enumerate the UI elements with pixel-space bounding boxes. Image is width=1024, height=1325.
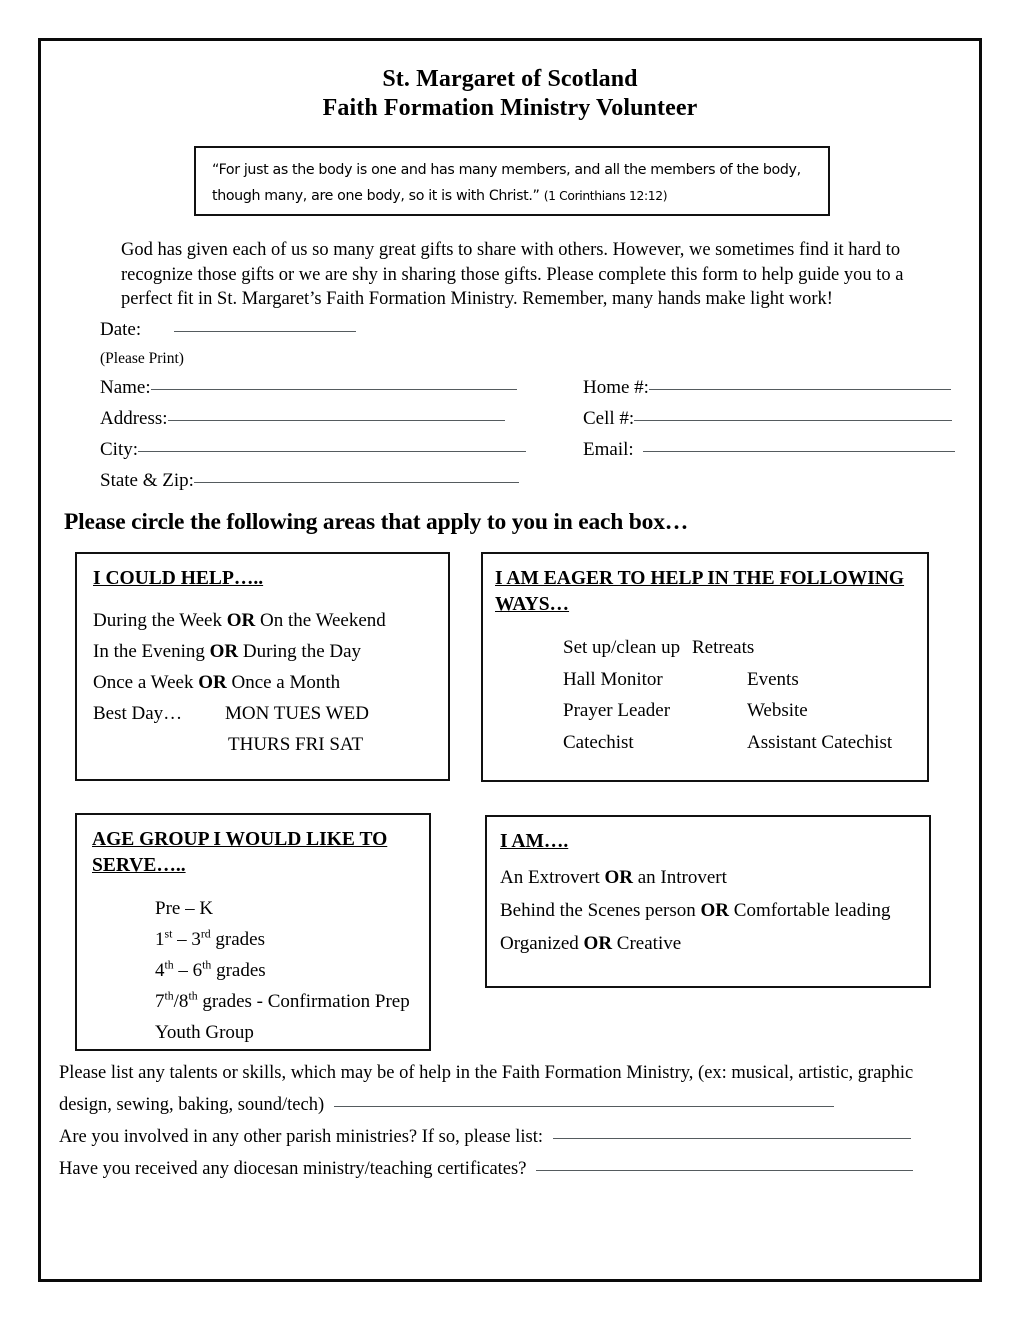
help-way-option[interactable]: Retreats [692,637,755,658]
option-right[interactable]: During the Day [238,641,362,662]
age-group-option[interactable] [155,924,429,955]
box-eager-to-help-body [563,632,927,758]
cell-phone-label: Cell #: [583,408,635,429]
city-field[interactable] [100,439,526,461]
help-way-option[interactable]: Prayer Leader [563,700,671,721]
grade-post: grades - Confirmation Prep [197,991,410,1012]
other-ministries-question [59,1121,959,1153]
option-row[interactable] [93,667,448,698]
city-input-line[interactable] [138,451,526,452]
state-zip-row [59,470,969,501]
name-field[interactable] [100,377,517,399]
bottom-questions-block [59,1057,959,1185]
help-way-option[interactable]: Assistant Catechist [747,731,893,753]
home-phone-label: Home #: [583,377,649,398]
grade-suffix: th [164,958,174,972]
name-label: Name: [100,377,151,398]
grade-start: 7 [155,991,165,1012]
email-label: Email: [583,439,634,460]
email-field[interactable] [583,439,955,461]
best-day-options-row-1[interactable]: MON TUES WED [225,703,369,724]
city-label: City: [100,439,139,460]
help-way-option[interactable]: Set up/clean up [563,637,681,658]
option-or: OR [604,867,633,888]
grade-mid: – 6 [173,960,203,981]
best-day-row-2 [93,729,448,760]
box-age-group-title: AGE GROUP I WOULD LIKE TO SERVE….. [92,829,388,876]
page-title [41,65,979,123]
best-day-row [93,698,448,729]
grade-start: 4 [155,960,165,981]
option-right[interactable]: Creative [612,933,682,954]
help-way-row [563,727,927,759]
option-or: OR [209,641,239,662]
option-left[interactable]: An Extrovert [500,867,605,888]
scripture-quote-box [194,146,830,216]
grade-start: 1 [155,929,165,950]
address-field[interactable] [100,408,505,430]
box-i-could-help-body [93,605,448,760]
scripture-citation: (1 Corinthians 12:12) [543,189,668,203]
home-phone-input-line[interactable] [649,389,951,390]
box-eager-to-help [481,552,929,782]
help-way-row [563,664,927,696]
email-input-line[interactable] [643,451,955,452]
box-i-am-title: I AM…. [500,831,569,852]
option-or: OR [226,610,256,631]
scripture-quote-text: “For just as the body is one and has many members, and all the members of the body, though many, are one body, so it is with Christ.” [212,162,801,204]
address-input-line[interactable] [168,420,505,421]
talents-question-line-2 [59,1089,959,1121]
box-age-group-body [155,893,429,1048]
grade-suffix: th [188,989,198,1003]
age-group-label: Pre – K [155,898,214,919]
age-group-option[interactable] [155,955,429,986]
option-left[interactable]: During the Week [93,610,227,631]
home-phone-field[interactable] [583,377,951,399]
intro-paragraph: God has given each of us so many great gifts to share with others. However, we sometimes find it hard to recognize those gifts or we are shy in sharing those gifts. Please complete this form to help guide you to a perfect fit in St. Margaret’s Faith Formation Ministry. Remember, many hands make light work! [121,240,904,309]
address-cell-row [59,408,969,439]
contact-information-block [59,319,969,501]
personality-option-row[interactable] [500,861,929,894]
age-group-option[interactable] [155,986,429,1017]
cell-phone-field[interactable] [583,408,952,430]
title-line-2: Faith Formation Ministry Volunteer [322,95,698,121]
help-way-option[interactable]: Catechist [563,731,634,753]
age-group-option[interactable] [155,1017,429,1048]
title-line-1: St. Margaret of Scotland [382,66,638,92]
option-right[interactable]: On the Weekend [255,610,386,631]
city-email-row [59,439,969,470]
help-way-option[interactable]: Hall Monitor [563,668,663,690]
grade-suffix: rd [200,927,211,941]
page-border-frame [38,38,982,1282]
address-label: Address: [100,408,168,429]
please-print-note: (Please Print) [100,350,184,367]
box-i-am-body [500,861,929,960]
date-row [59,319,969,350]
box-eager-to-help-title: I AM EAGER TO HELP IN THE FOLLOWING WAYS… [495,568,905,615]
personality-option-row[interactable] [500,894,929,927]
please-print-row [59,350,969,377]
option-right[interactable]: Once a Month [226,672,341,693]
grade-post: grades [210,929,266,950]
age-group-label: Youth Group [155,1022,254,1043]
best-day-options-row-2[interactable]: THURS FRI SAT [228,734,364,755]
certificates-text: Have you received any diocesan ministry/teaching certificates? [59,1159,527,1179]
option-left[interactable]: Once a Week [93,672,199,693]
talents-question-line-1: Please list any talents or skills, which may be of help in the Faith Formation Ministry, (ex: musical, artistic, graphic [59,1063,914,1083]
other-ministries-input-line[interactable] [553,1138,911,1139]
age-group-option[interactable] [155,893,429,924]
option-left[interactable]: In the Evening [93,641,210,662]
name-input-line[interactable] [151,389,517,390]
option-left[interactable]: Behind the Scenes person [500,900,701,921]
date-field[interactable] [100,319,356,341]
date-label: Date: [100,319,142,340]
state-zip-field[interactable] [100,470,519,492]
box-i-could-help [75,552,450,781]
option-or: OR [583,933,613,954]
grade-mid: – 3 [172,929,201,950]
certificates-input-line[interactable] [536,1170,913,1171]
cell-phone-input-line[interactable] [634,420,952,421]
option-right[interactable]: Comfortable leading [729,900,891,921]
circle-instruction-heading: Please circle the following areas that apply to you in each box… [64,509,689,535]
option-row[interactable] [93,605,448,636]
best-day-label: Best Day… [93,703,183,724]
other-ministries-text: Are you involved in any other parish ministries? If so, please list: [59,1127,543,1147]
option-row[interactable] [93,636,448,667]
box-i-am [485,815,931,988]
box-i-could-help-title: I COULD HELP….. [93,568,264,589]
talents-input-line[interactable] [334,1106,834,1107]
grade-mid: /8 [173,991,189,1012]
state-zip-label: State & Zip: [100,470,194,491]
grade-suffix: th [202,958,212,972]
help-way-option[interactable]: Events [747,668,799,690]
grade-post: grades [211,960,266,981]
option-or: OR [700,900,730,921]
help-way-row [563,695,927,727]
option-or: OR [198,672,227,693]
name-home-row [59,377,969,408]
talents-question-text-2: design, sewing, baking, sound/tech) [59,1095,325,1115]
option-right[interactable]: an Introvert [632,867,727,888]
grade-suffix: th [164,989,174,1003]
option-left[interactable]: Organized [500,933,584,954]
certificates-question [59,1153,959,1185]
help-way-row [563,632,927,664]
state-zip-input-line[interactable] [194,482,519,483]
help-way-option[interactable]: Website [747,700,808,721]
grade-suffix: st [164,927,173,941]
personality-option-row[interactable] [500,927,929,960]
box-age-group [75,813,431,1051]
date-input-line[interactable] [174,331,356,332]
